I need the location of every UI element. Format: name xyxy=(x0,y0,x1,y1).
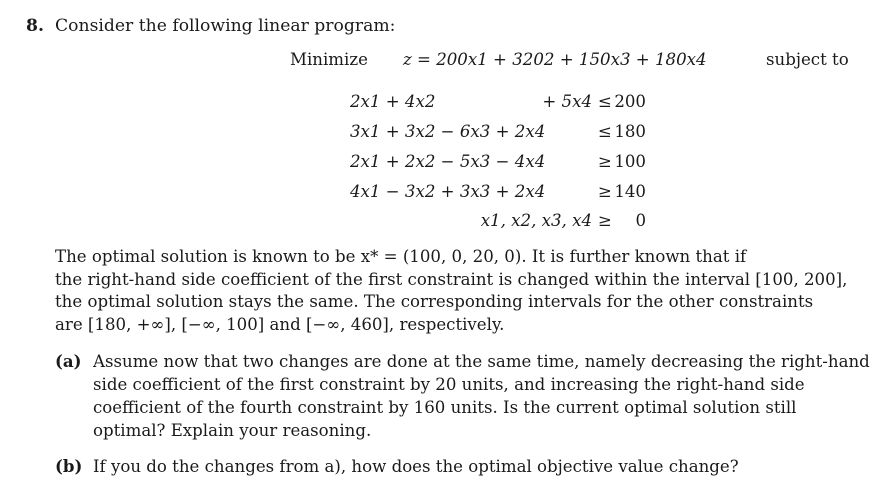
part-a-line: side coefficient of the first constraint by 20 units, and increasing the right-hand side xyxy=(93,375,805,394)
constraint-2-rhs: 180 xyxy=(614,122,646,141)
part-b-line: If you do the changes from a), how does the optimal objective value change? xyxy=(93,457,739,476)
paragraph-line: the right-hand side coefficient of the first constraint is changed within the interval [100, 200], xyxy=(55,269,848,289)
nonnegativity-relation: ≥ xyxy=(598,211,612,230)
part-b-label: (b) xyxy=(55,456,83,476)
problem-intro: Consider the following linear program: xyxy=(55,16,396,36)
nonnegativity-vars: x1, x2, x3, x4 xyxy=(480,211,592,230)
constraint-4-lhs xyxy=(350,182,592,202)
constraint-2-relation: ≤ xyxy=(598,122,612,141)
paragraph-line: The optimal solution is known to be x* = (100, 0, 20, 0). It is further known that if xyxy=(55,247,747,266)
constraint-3-relation: ≥ xyxy=(598,152,612,171)
constraint-1-rhs: 200 xyxy=(614,92,646,111)
paragraph-line: are [180, +∞], [−∞, 100] and [−∞, 460], respectively. xyxy=(55,314,505,334)
part-a-line: optimal? Explain your reasoning. xyxy=(93,421,372,440)
constraint-3-rhs: 100 xyxy=(614,152,646,171)
constraint-1-relation: ≤ xyxy=(598,92,612,111)
constraint-2-lhs xyxy=(350,122,592,142)
objective-expression: z = 200x1 + 3202 + 150x3 + 180x4 xyxy=(403,50,707,69)
problem-paragraph xyxy=(55,246,895,336)
nonnegativity-rhs: 0 xyxy=(635,211,646,230)
constraint-4-lhs-main: 4x1 − 3x2 + 3x3 + 2x4 xyxy=(350,182,546,201)
constraint-3-lhs-main: 2x1 + 2x2 − 5x3 − 4x4 xyxy=(350,152,546,171)
part-b-body xyxy=(93,455,739,478)
constraint-2-lhs-main: 3x1 + 3x2 − 6x3 + 2x4 xyxy=(350,122,546,141)
constraint-4-relation: ≥ xyxy=(598,182,612,201)
constraint-1-lhs-tail: + 5x4 xyxy=(542,92,592,111)
part-a-body xyxy=(93,350,870,442)
objective-suffix: subject to xyxy=(766,50,849,69)
problem-number: 8. xyxy=(26,16,44,36)
constraint-1-lhs-main: 2x1 + 4x2 xyxy=(350,92,436,111)
constraint-3-lhs xyxy=(350,152,592,172)
constraint-1-lhs xyxy=(350,92,592,112)
constraint-4-rhs: 140 xyxy=(614,182,646,201)
paragraph-line: the optimal solution stays the same. The corresponding intervals for the other constraints xyxy=(55,292,814,311)
objective-keyword: Minimize xyxy=(290,50,368,69)
part-a-line: coefficient of the fourth constraint by 160 units. Is the current optimal solution still xyxy=(93,398,797,417)
part-a-line: Assume now that two changes are done at the same time, namely decreasing the right-hand xyxy=(93,352,870,371)
part-a-label: (a) xyxy=(55,351,82,371)
